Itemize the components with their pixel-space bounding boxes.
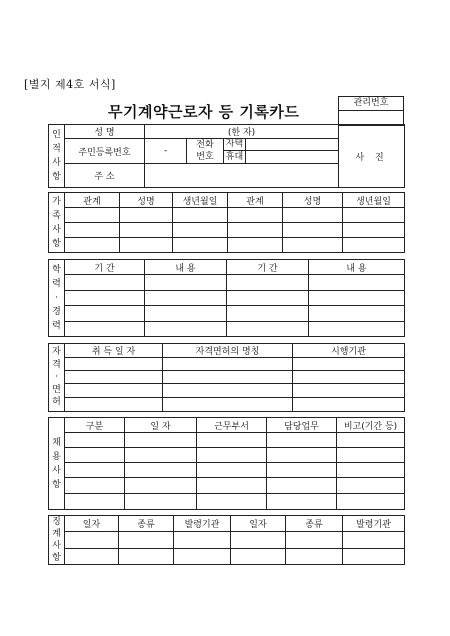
table-cell[interactable]	[65, 463, 125, 478]
table-cell[interactable]	[65, 494, 125, 510]
table-cell[interactable]	[65, 398, 163, 412]
table-cell[interactable]	[286, 548, 343, 564]
table-cell[interactable]	[119, 532, 174, 548]
table-cell[interactable]	[197, 433, 267, 448]
table-cell[interactable]	[163, 358, 293, 371]
table-cell[interactable]	[337, 448, 405, 463]
discipline-table	[48, 515, 405, 565]
address-label: 주 소	[65, 164, 145, 188]
table-cell[interactable]	[231, 532, 286, 548]
family-header-relation: 관계	[65, 193, 120, 208]
employment-table	[48, 417, 405, 510]
table-cell[interactable]	[267, 494, 337, 510]
address-field[interactable]	[145, 164, 339, 188]
table-cell[interactable]	[173, 208, 228, 223]
table-cell[interactable]	[65, 548, 119, 564]
family-table	[48, 192, 405, 253]
name-label: 성 명	[65, 125, 145, 139]
table-row	[49, 208, 405, 223]
table-row	[49, 463, 405, 478]
table-cell[interactable]	[227, 275, 309, 290]
table-cell[interactable]	[343, 223, 405, 238]
table-row	[49, 223, 405, 238]
table-cell[interactable]	[343, 548, 405, 564]
table-cell[interactable]	[65, 358, 163, 371]
table-row	[49, 448, 405, 463]
license-header-name: 자격면허의 명칭	[163, 344, 293, 358]
table-cell[interactable]	[120, 238, 173, 253]
table-row	[49, 398, 405, 412]
table-cell[interactable]	[197, 448, 267, 463]
table-cell[interactable]	[286, 532, 343, 548]
table-cell[interactable]	[337, 463, 405, 478]
table-cell[interactable]	[145, 306, 227, 321]
form-number-label: [별지 제4호 서식]	[24, 78, 116, 91]
table-row	[49, 384, 405, 398]
family-section-label: 가 족 사 항	[49, 193, 65, 253]
table-cell[interactable]	[267, 478, 337, 494]
table-cell[interactable]	[337, 433, 405, 448]
table-cell[interactable]	[309, 290, 405, 305]
table-cell[interactable]	[227, 321, 309, 336]
license-header-date: 취 득 일 자	[65, 344, 163, 358]
table-cell[interactable]	[227, 290, 309, 305]
table-cell[interactable]	[173, 223, 228, 238]
table-cell[interactable]	[125, 463, 197, 478]
table-row	[49, 548, 405, 564]
table-cell[interactable]	[65, 238, 120, 253]
table-cell[interactable]	[228, 223, 283, 238]
discipline-header-date: 일자	[65, 516, 119, 532]
table-cell[interactable]	[65, 371, 163, 384]
table-cell[interactable]	[145, 275, 227, 290]
table-row	[49, 275, 405, 290]
table-cell[interactable]	[343, 532, 405, 548]
education-section-label: 학 력 · 경 력	[49, 260, 65, 337]
table-cell[interactable]	[119, 548, 174, 564]
table-cell[interactable]	[293, 384, 405, 398]
table-cell[interactable]	[309, 306, 405, 321]
discipline-header-agency-2: 발령기관	[343, 516, 405, 532]
table-cell[interactable]	[174, 548, 231, 564]
table-row	[49, 238, 405, 253]
home-phone-label: 자택	[225, 139, 244, 149]
table-cell[interactable]	[173, 238, 228, 253]
table-cell[interactable]	[309, 275, 405, 290]
personal-section-label: 인 적 사 항	[49, 125, 65, 188]
table-row	[49, 532, 405, 548]
table-cell[interactable]	[267, 448, 337, 463]
discipline-section-label: 징 계 사 항	[49, 516, 65, 565]
personal-info-table	[48, 124, 405, 188]
table-cell[interactable]	[343, 238, 405, 253]
table-cell[interactable]	[228, 208, 283, 223]
management-number-box	[338, 96, 404, 126]
table-cell[interactable]	[65, 384, 163, 398]
table-cell[interactable]	[163, 371, 293, 384]
table-cell[interactable]	[120, 208, 173, 223]
table-cell[interactable]	[197, 478, 267, 494]
family-header-name: 성명	[120, 193, 173, 208]
table-cell[interactable]	[163, 384, 293, 398]
employment-header-department: 근무부서	[197, 418, 267, 433]
table-cell[interactable]	[293, 398, 405, 412]
table-cell[interactable]	[163, 398, 293, 412]
table-row	[49, 494, 405, 510]
table-cell[interactable]	[228, 238, 283, 253]
management-number-label: 관리번호	[339, 97, 403, 111]
phone-value-cell	[246, 139, 339, 164]
table-cell[interactable]	[343, 208, 405, 223]
family-header-birthdate-2: 생년월일	[343, 193, 405, 208]
table-cell[interactable]	[65, 223, 120, 238]
discipline-header-date-2: 일자	[231, 516, 286, 532]
license-header-agency: 시행기관	[293, 344, 405, 358]
phone-type-cell	[224, 139, 246, 164]
education-header-period-2: 기 간	[227, 260, 309, 275]
table-row	[49, 371, 405, 384]
table-row	[49, 358, 405, 371]
table-row	[49, 290, 405, 305]
family-header-birthdate: 생년월일	[173, 193, 228, 208]
table-cell[interactable]	[65, 433, 125, 448]
table-cell[interactable]	[293, 371, 405, 384]
employment-header-type: 구분	[65, 418, 125, 433]
education-header-content-2: 내 용	[309, 260, 405, 275]
mobile-phone-field[interactable]	[246, 151, 338, 163]
table-cell[interactable]	[337, 478, 405, 494]
table-cell[interactable]	[231, 548, 286, 564]
photo-box[interactable]: 사 진	[339, 125, 405, 188]
education-header-period: 기 간	[65, 260, 145, 275]
home-phone-field[interactable]	[246, 139, 338, 151]
table-cell[interactable]	[227, 306, 309, 321]
table-cell[interactable]	[65, 478, 125, 494]
table-cell[interactable]	[197, 494, 267, 510]
form-title: 무기계약근로자 등 기록카드	[108, 103, 300, 121]
table-cell[interactable]	[65, 532, 119, 548]
table-cell[interactable]	[145, 321, 227, 336]
table-row	[49, 321, 405, 336]
name-field[interactable]: (한 자)	[145, 125, 339, 139]
table-cell[interactable]	[145, 290, 227, 305]
discipline-header-type: 종류	[119, 516, 174, 532]
table-row	[49, 478, 405, 494]
table-cell[interactable]	[293, 358, 405, 371]
table-cell[interactable]	[283, 208, 343, 223]
discipline-header-agency: 발령기관	[174, 516, 231, 532]
phone-label-line1: 전화	[196, 140, 214, 150]
license-section-label: 자 격 · 면 허	[49, 344, 65, 412]
table-cell[interactable]	[283, 238, 343, 253]
table-cell[interactable]	[174, 532, 231, 548]
table-cell[interactable]	[125, 494, 197, 510]
table-cell[interactable]	[267, 433, 337, 448]
table-cell[interactable]	[125, 478, 197, 494]
employment-header-remarks: 비고(기간 등)	[337, 418, 405, 433]
table-cell[interactable]	[337, 494, 405, 510]
table-row	[49, 433, 405, 448]
table-cell[interactable]	[120, 223, 173, 238]
table-cell[interactable]	[65, 321, 145, 336]
table-cell[interactable]	[197, 463, 267, 478]
education-career-table	[48, 259, 405, 337]
table-row	[49, 306, 405, 321]
employment-header-date: 일 자	[125, 418, 197, 433]
resident-id-label: 주민등록번호	[65, 139, 145, 164]
phone-label-cell	[187, 139, 224, 164]
table-cell[interactable]	[65, 290, 145, 305]
resident-id-field[interactable]: -	[145, 139, 187, 164]
table-cell[interactable]	[65, 306, 145, 321]
phone-label-line2: 번호	[196, 152, 214, 162]
family-header-relation-2: 관계	[228, 193, 283, 208]
license-table	[48, 343, 405, 412]
table-cell[interactable]	[283, 223, 343, 238]
table-cell[interactable]	[65, 448, 125, 463]
family-header-name-2: 성명	[283, 193, 343, 208]
table-cell[interactable]	[309, 321, 405, 336]
mobile-phone-label: 휴대	[225, 152, 244, 162]
employment-section-label: 채 용 사 항	[49, 418, 65, 510]
table-cell[interactable]	[125, 433, 197, 448]
discipline-header-type-2: 종류	[286, 516, 343, 532]
table-cell[interactable]	[65, 275, 145, 290]
table-cell[interactable]	[125, 448, 197, 463]
education-header-content: 내 용	[145, 260, 227, 275]
employment-header-duty: 담당업무	[267, 418, 337, 433]
table-cell[interactable]	[65, 208, 120, 223]
table-cell[interactable]	[267, 463, 337, 478]
